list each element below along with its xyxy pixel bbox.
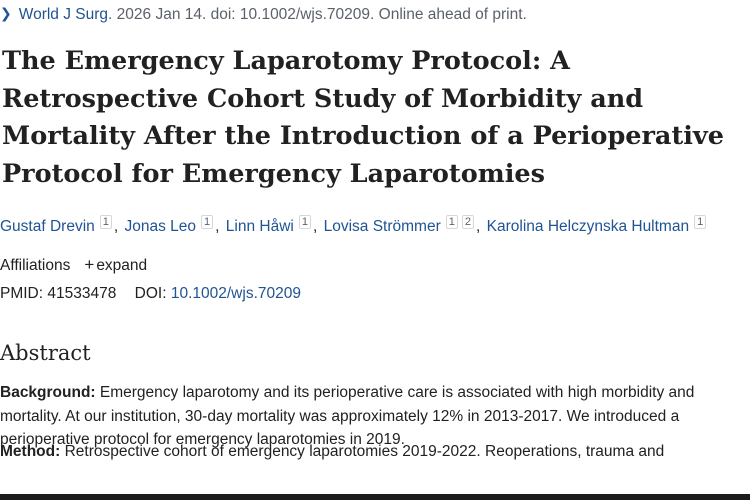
- citation-line: [0, 3, 527, 26]
- chevron-right-icon[interactable]: ❯: [0, 5, 12, 21]
- pmid-value: 41533478: [47, 285, 117, 302]
- section-label: Background:: [0, 384, 96, 401]
- doi-label: DOI:: [134, 285, 167, 302]
- affiliation-ref[interactable]: 1: [694, 215, 706, 229]
- section-label: Method:: [0, 443, 61, 460]
- author-list: Gustaf Drevin 1 , Jonas Leo 1 , Linn Håwi 1 , Lovisa Strömmer 1 2 , Karolina Helczynska Hultman 1: [0, 215, 707, 238]
- author-link[interactable]: Jonas Leo: [124, 218, 197, 235]
- plus-icon[interactable]: +: [84, 255, 95, 274]
- affiliation-ref[interactable]: 1: [100, 215, 112, 229]
- author-link[interactable]: Linn Håwi: [225, 218, 294, 235]
- affiliation-ref[interactable]: 1: [201, 215, 213, 229]
- doi-link[interactable]: 10.1002/wjs.70209: [170, 285, 301, 302]
- expand-affiliations-button[interactable]: expand: [96, 257, 148, 274]
- abstract-method: [0, 440, 748, 464]
- affiliation-ref[interactable]: 1: [299, 215, 311, 229]
- citation-details: . 2026 Jan 14. doi: 10.1002/wjs.70209. Online ahead of print.: [108, 6, 527, 23]
- author-link[interactable]: Gustaf Drevin: [0, 218, 95, 235]
- pmid-label: PMID:: [0, 285, 44, 302]
- affiliation-ref[interactable]: 2: [462, 215, 474, 229]
- affiliations-row: [0, 254, 147, 277]
- section-text: Retrospective cohort of emergency laparotomies 2019-2022. Reoperations, trauma and: [60, 443, 665, 460]
- author-link[interactable]: Karolina Helczynska Hultman: [486, 218, 690, 235]
- section-text: Emergency laparotomy and its perioperative care is associated with high morbidity and mortality. At our institution, 30-day mortality was approximately 12% in 2013-2017. We introduced a perioperative protocol for emergency laparotomies in 2019.: [0, 384, 695, 448]
- bottom-bar: [0, 494, 750, 500]
- journal-link[interactable]: World J Surg: [18, 6, 109, 23]
- abstract-heading: Abstract: [0, 341, 91, 365]
- article-title: The Emergency Laparotomy Protocol: A Retrospective Cohort Study of Morbidity and Mortality After the Introduction of a Perioperative Protocol for Emergency Laparotomies: [2, 46, 724, 189]
- affiliation-ref[interactable]: 1: [446, 215, 458, 229]
- author-link[interactable]: Lovisa Strömmer: [323, 218, 441, 235]
- identifiers-row: [0, 283, 301, 305]
- affiliations-label: Affiliations: [0, 257, 71, 274]
